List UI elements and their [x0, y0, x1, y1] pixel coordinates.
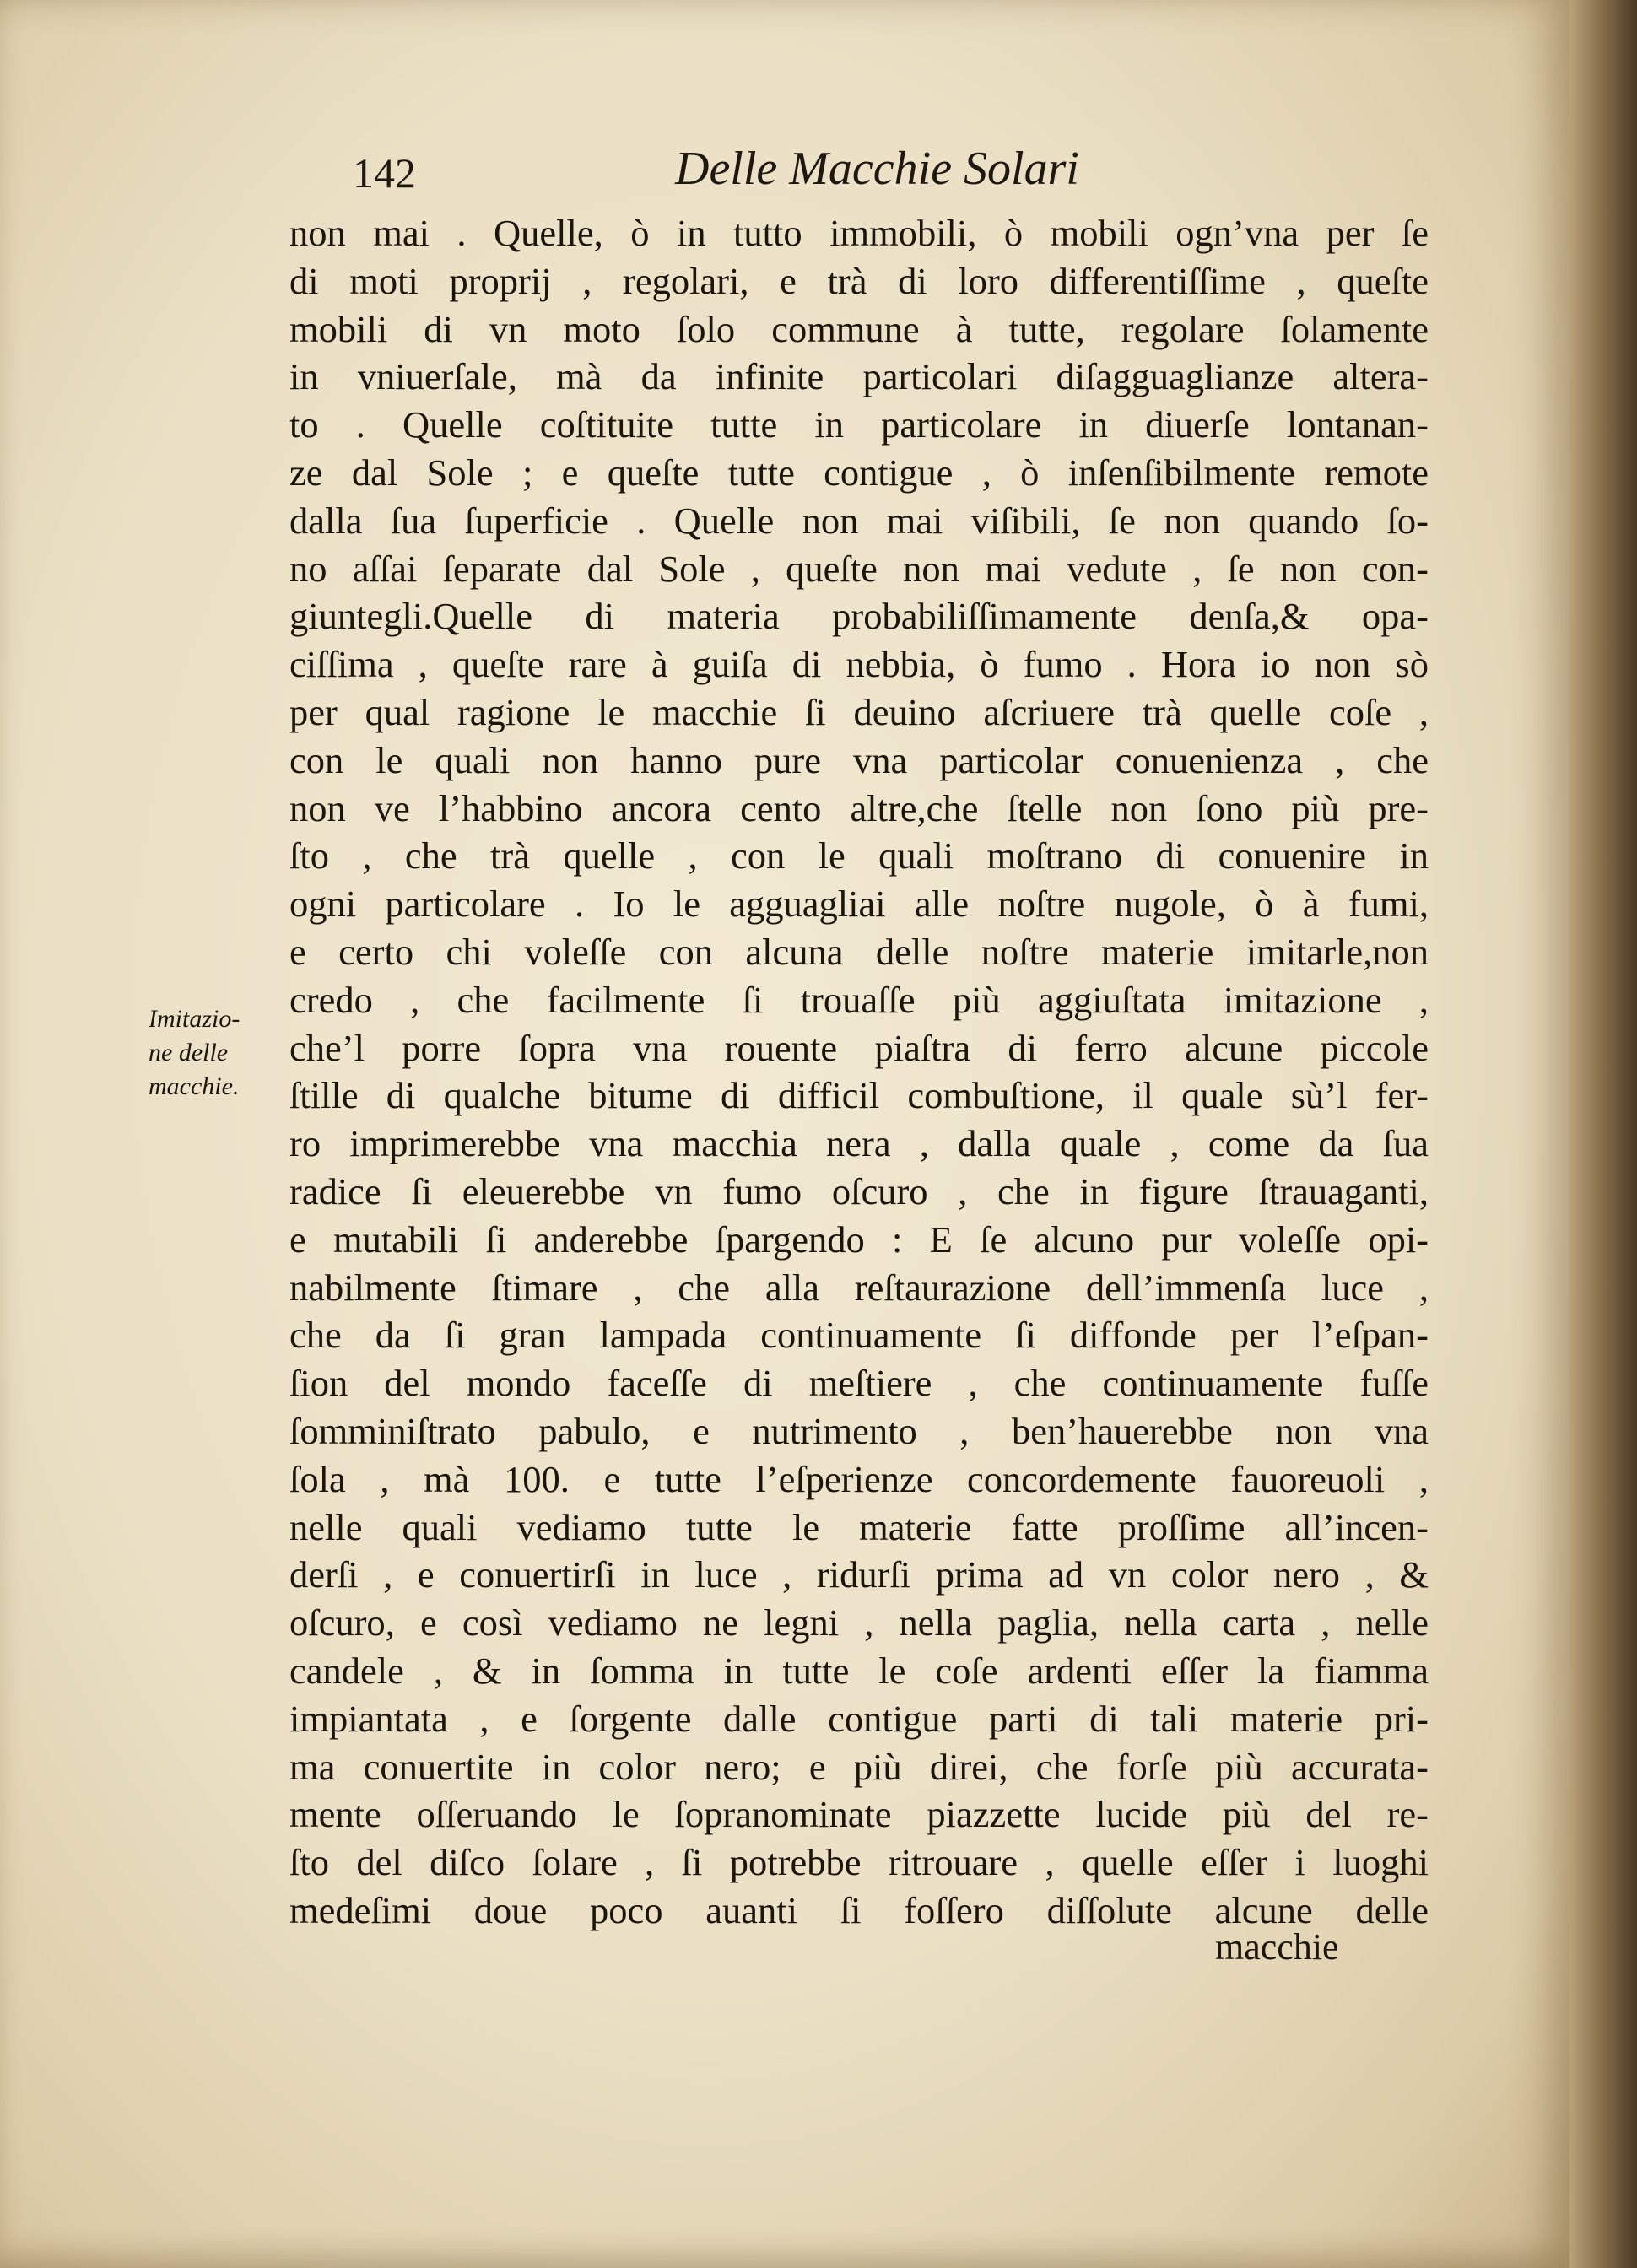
marginal-note-line: Imitazio-: [149, 1005, 240, 1033]
text-line: impiantata , e ſorgente dalle contigue parti di tali materie pri-: [289, 1697, 1429, 1740]
text-line: per qual ragione le macchie ſi deuino aſcriuere trà quelle coſe ,: [289, 690, 1429, 733]
text-line: medeſimi doue poco auanti ſi foſſero diſſolute alcune delle: [289, 1888, 1429, 1931]
text-line: ma conuertite in color nero; e più direi, che forſe più accurata-: [289, 1745, 1429, 1788]
text-line: che’l porre ſopra vna rouente piaſtra di ferro alcune piccole: [289, 1026, 1429, 1069]
text-line: non mai . Quelle, ò in tutto immobili, ò mobili ogn’vna per ſe: [289, 212, 1429, 254]
text-line: ſion del mondo faceſſe di meſtiere , che continuamente fuſſe: [289, 1362, 1429, 1405]
text-line: dalla ſua ſuperficie . Quelle non mai viſibili, ſe non quando ſo-: [289, 499, 1429, 542]
text-line: che da ſi gran lampada continuamente ſi diffonde per l’eſpan-: [289, 1314, 1429, 1357]
text-line: derſi , e conuertirſi in luce , ridurſi prima ad vn color nero , &: [289, 1553, 1429, 1596]
text-line: ogni particolare . Io le agguagliai alle noſtre nugole, ò à fumi,: [289, 883, 1429, 926]
marginal-note-line: ne delle: [149, 1039, 229, 1066]
text-line: nelle quali vediamo tutte le materie fatte proſſime all’incen-: [289, 1505, 1429, 1548]
main-text-block: [289, 209, 1429, 1935]
text-line: ro imprimerebbe vna macchia nera , dalla quale , come da ſua: [289, 1122, 1429, 1165]
text-line: ſola , mà 100. e tutte l’eſperienze concordemente fauoreuoli ,: [289, 1457, 1429, 1500]
text-line: oſcuro, e così vediamo ne legni , nella paglia, nella carta , nelle: [289, 1601, 1429, 1644]
text-line: credo , che facilmente ſi trouaſſe più aggiuſtata imitazione ,: [289, 978, 1429, 1021]
catchword: macchie: [1215, 1926, 1339, 1968]
book-gutter: [1569, 0, 1637, 2268]
page-header: [321, 142, 1418, 209]
marginal-note-line: macchie.: [149, 1072, 240, 1100]
page-number: 142: [353, 149, 416, 197]
text-line: ſto , che trà quelle , con le quali moſtrano di conuenire in: [289, 834, 1429, 878]
text-line: e certo chi voleſſe con alcuna delle noſtre materie imitarle,non: [289, 930, 1429, 973]
text-line: di moti proprij , regolari, e trà di loro differentiſſime , queſte: [289, 259, 1429, 302]
marginal-note: [149, 1002, 284, 1104]
text-line: ſomminiſtrato pabulo, e nutrimento , ben’hauerebbe non vna: [289, 1409, 1429, 1452]
text-line: mente oſſeruando le ſopranominate piazzette lucide più del re-: [289, 1793, 1429, 1836]
text-line: giuntegli.Quelle di materia probabiliſſimamente denſa,& opa-: [289, 595, 1429, 638]
text-line: e mutabili ſi anderebbe ſpargendo : E ſe alcuno pur voleſſe opi-: [289, 1218, 1429, 1261]
text-line: nabilmente ſtimare , che alla reſtaurazione dell’immenſa luce ,: [289, 1266, 1429, 1309]
text-line: mobili di vn moto ſolo commune à tutte, regolare ſolamente: [289, 307, 1429, 350]
text-line: ſto del diſco ſolare , ſi potrebbe ritrouare , quelle eſſer i luoghi: [289, 1841, 1429, 1884]
text-line: radice ſi eleuerebbe vn fumo oſcuro , che in figure ſtrauaganti,: [289, 1169, 1429, 1212]
text-line: con le quali non hanno pure vna particolar conuenienza , che: [289, 738, 1429, 781]
running-title: Delle Macchie Solari: [675, 143, 1079, 195]
text-line: candele , & in ſomma in tutte le coſe ardenti eſſer la fiamma: [289, 1649, 1429, 1692]
text-line: to . Quelle coſtituite tutte in particolare in diuerſe lontanan-: [289, 403, 1429, 446]
text-line: non ve l’habbino ancora cento altre,che ſtelle non ſono più pre-: [289, 786, 1429, 829]
text-line: in vniuerſale, mà da infinite particolari diſagguaglianze altera-: [289, 355, 1429, 398]
text-line: ze dal Sole ; e queſte tutte contigue , ò inſenſibilmente remote: [289, 451, 1429, 494]
text-line: ciſſima , queſte rare à guiſa di nebbia, ò fumo . Hora io non sò: [289, 643, 1429, 686]
text-line: ſtille di qualche bitume di difficil combuſtione, il quale sù’l fer-: [289, 1074, 1429, 1117]
text-line: no aſſai ſeparate dal Sole , queſte non mai vedute , ſe non con-: [289, 547, 1429, 590]
